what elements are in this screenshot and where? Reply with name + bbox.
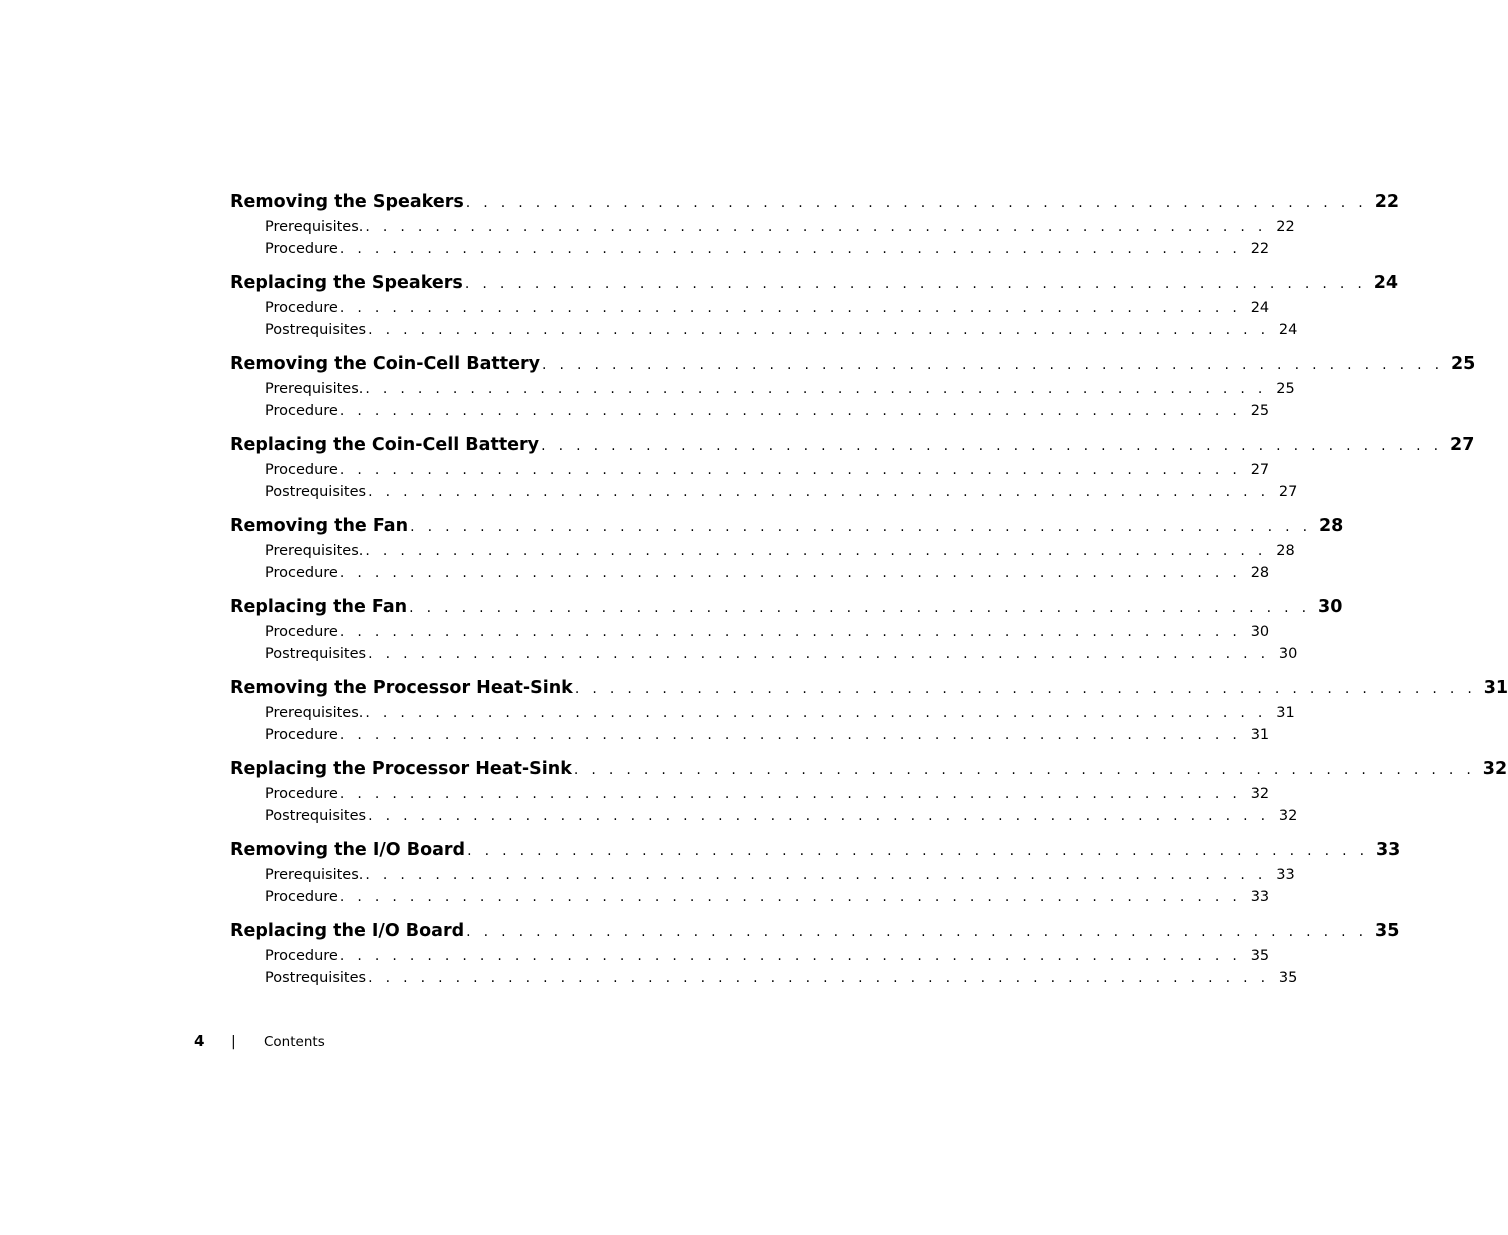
dot-leader: . . . . . . . . . . . . . . . . . . . . . . . . . . . . . . . . . . . . . . . . . . . . . . . . . . . . xyxy=(339,624,1242,640)
toc-chapter-entry-page-number: 30 xyxy=(1318,597,1343,617)
dot-leader: . . . . . . . . . . . . . . . . . . . . . . . . . . . . . . . . . . . . . . . . . . . . . . . . . . . . xyxy=(410,519,1312,535)
toc-subentry[interactable] xyxy=(230,724,1270,746)
toc-subentry-title: Procedure xyxy=(265,300,338,316)
toc-chapter-entry-page-number: 31 xyxy=(1483,678,1508,698)
toc-subentry-title: Postrequisites xyxy=(265,970,367,986)
toc-subentry-title: Postrequisites xyxy=(265,646,367,662)
toc-subentry-page-number: 30 xyxy=(1250,624,1270,640)
dot-leader: . . . . . . . . . . . . . . . . . . . . . . . . . . . . . . . . . . . . . . . . . . . . . . . . . . . . xyxy=(339,786,1242,802)
toc-subentry[interactable] xyxy=(230,459,1270,481)
dot-leader: . . . . . . . . . . . . . . . . . . . . . . . . . . . . . . . . . . . . . . . . . . . . . . . . . . . . xyxy=(368,808,1270,824)
toc-subentry-page-number: 33 xyxy=(1250,889,1270,905)
toc-subentry-title: Procedure xyxy=(265,624,338,640)
dot-leader: . . . . . . . . . . . . . . . . . . . . . . . . . . . . . . . . . . . . . . . . . . . . . . . . . . . . xyxy=(368,970,1270,986)
toc-subentry[interactable] xyxy=(230,400,1270,422)
toc-chapter-entry[interactable] xyxy=(230,351,1476,378)
toc-subentry-title: Procedure xyxy=(265,889,338,905)
dot-leader: . . . . . . . . . . . . . . . . . . . . . . . . . . . . . . . . . . . . . . . . . . . . . . . . . . . . xyxy=(409,600,1311,616)
toc-chapter-entry-title: Replacing the Fan xyxy=(230,597,408,617)
dot-leader: . . . . . . . . . . . . . . . . . . . . . . . . . . . . . . . . . . . . . . . . . . . . . . . . . . . . xyxy=(368,322,1270,338)
footer-separator: | xyxy=(231,1034,236,1050)
toc-subentry[interactable] xyxy=(230,238,1270,260)
toc-chapter-entry-title: Removing the Speakers xyxy=(230,192,464,212)
dot-leader: . . . . . . . . . . . . . . . . . . . . . . . . . . . . . . . . . . . . . . . . . . . . . . . . . . . . xyxy=(465,195,1368,211)
toc-chapter-entry-title: Removing the Fan xyxy=(230,516,409,536)
dot-leader: . . . . . . . . . . . . . . . . . . . . . . . . . . . . . . . . . . . . . . . . . . . . . . . . . . . . xyxy=(574,681,1477,697)
toc-subentry-title: Prerequisites. xyxy=(265,867,364,883)
dot-leader: . . . . . . . . . . . . . . . . . . . . . . . . . . . . . . . . . . . . . . . . . . . . . . . . . . . . xyxy=(339,241,1242,257)
toc-chapter-entry[interactable] xyxy=(230,756,1508,783)
toc-section xyxy=(230,675,1508,746)
toc-subentry[interactable] xyxy=(230,702,1295,724)
toc-chapter-entry[interactable] xyxy=(230,918,1400,945)
toc-subentry-title: Prerequisites. xyxy=(265,543,364,559)
toc-section xyxy=(230,351,1476,422)
toc-subentry-page-number: 35 xyxy=(1278,970,1298,986)
toc-chapter-entry-page-number: 24 xyxy=(1373,273,1399,293)
toc-section xyxy=(230,189,1400,260)
toc-subentry-title: Prerequisites. xyxy=(265,219,364,235)
dot-leader: . . . . . . . . . . . . . . . . . . . . . . . . . . . . . . . . . . . . . . . . . . . . . . . . . . . . xyxy=(541,438,1443,454)
toc-subentry-title: Postrequisites xyxy=(265,808,367,824)
toc-chapter-entry-page-number: 35 xyxy=(1375,921,1400,941)
dot-leader: . . . . . . . . . . . . . . . . . . . . . . . . . . . . . . . . . . . . . . . . . . . . . . . . . . . . xyxy=(365,381,1267,397)
toc-chapter-entry-title: Removing the Processor Heat-Sink xyxy=(230,678,573,698)
toc-chapter-entry-title: Replacing the Speakers xyxy=(230,273,463,293)
toc-subentry[interactable] xyxy=(230,805,1298,827)
dot-leader: . . . . . . . . . . . . . . . . . . . . . . . . . . . . . . . . . . . . . . . . . . . . . . . . . . . . xyxy=(339,565,1242,581)
toc-subentry-page-number: 25 xyxy=(1276,381,1295,397)
dot-leader: . . . . . . . . . . . . . . . . . . . . . . . . . . . . . . . . . . . . . . . . . . . . . . . . . . . . xyxy=(339,300,1242,316)
toc-chapter-entry-title: Removing the Coin-Cell Battery xyxy=(230,354,541,374)
toc-subentry-page-number: 33 xyxy=(1276,867,1295,883)
toc-section xyxy=(230,594,1343,665)
toc-chapter-entry-title: Removing the I/O Board xyxy=(230,840,466,860)
toc-subentry[interactable] xyxy=(230,783,1270,805)
toc-chapter-entry[interactable] xyxy=(230,432,1475,459)
toc-subentry[interactable] xyxy=(230,945,1270,967)
toc-section xyxy=(230,432,1475,503)
toc-subentry[interactable] xyxy=(230,216,1295,238)
dot-leader: . . . . . . . . . . . . . . . . . . . . . . . . . . . . . . . . . . . . . . . . . . . . . . . . . . . . xyxy=(365,705,1267,721)
toc-subentry-title: Procedure xyxy=(265,565,338,581)
toc-chapter-entry-page-number: 25 xyxy=(1450,354,1476,374)
toc-subentry[interactable] xyxy=(230,481,1298,503)
toc-subentry[interactable] xyxy=(230,621,1270,643)
toc-chapter-entry-page-number: 32 xyxy=(1482,759,1508,779)
dot-leader: . . . . . . . . . . . . . . . . . . . . . . . . . . . . . . . . . . . . . . . . . . . . . . . . . . . . xyxy=(368,646,1270,662)
footer-page-number: 4 xyxy=(194,1032,205,1050)
toc-chapter-entry-page-number: 27 xyxy=(1450,435,1475,455)
toc-subentry[interactable] xyxy=(230,540,1295,562)
toc-chapter-entry-page-number: 22 xyxy=(1374,192,1400,212)
toc-subentry[interactable] xyxy=(230,319,1298,341)
toc-chapter-entry[interactable] xyxy=(230,594,1343,621)
toc-subentry-title: Procedure xyxy=(265,462,338,478)
toc-subentry-title: Procedure xyxy=(265,786,338,802)
toc-chapter-entry-title: Replacing the Coin-Cell Battery xyxy=(230,435,540,455)
toc-chapter-entry-title: Replacing the I/O Board xyxy=(230,921,465,941)
toc-subentry[interactable] xyxy=(230,864,1295,886)
toc-subentry-page-number: 28 xyxy=(1250,565,1270,581)
toc-subentry-page-number: 35 xyxy=(1250,948,1270,964)
toc-subentry-title: Procedure xyxy=(265,727,338,743)
toc-subentry-page-number: 32 xyxy=(1278,808,1298,824)
dot-leader: . . . . . . . . . . . . . . . . . . . . . . . . . . . . . . . . . . . . . . . . . . . . . . . . . . . . xyxy=(368,484,1270,500)
toc-subentry-title: Procedure xyxy=(265,948,338,964)
toc-subentry-page-number: 30 xyxy=(1278,646,1298,662)
toc-chapter-entry-page-number: 33 xyxy=(1376,840,1401,860)
dot-leader: . . . . . . . . . . . . . . . . . . . . . . . . . . . . . . . . . . . . . . . . . . . . . . . . . . . . xyxy=(339,727,1242,743)
dot-leader: . . . . . . . . . . . . . . . . . . . . . . . . . . . . . . . . . . . . . . . . . . . . . . . . . . . . xyxy=(573,762,1476,778)
dot-leader: . . . . . . . . . . . . . . . . . . . . . . . . . . . . . . . . . . . . . . . . . . . . . . . . . . . . xyxy=(464,276,1367,292)
dot-leader: . . . . . . . . . . . . . . . . . . . . . . . . . . . . . . . . . . . . . . . . . . . . . . . . . . . . xyxy=(467,843,1369,859)
toc-subentry-title: Prerequisites. xyxy=(265,381,364,397)
toc-chapter-entry[interactable] xyxy=(230,189,1400,216)
toc-subentry-page-number: 27 xyxy=(1250,462,1270,478)
dot-leader: . . . . . . . . . . . . . . . . . . . . . . . . . . . . . . . . . . . . . . . . . . . . . . . . . . . . xyxy=(339,462,1242,478)
dot-leader: . . . . . . . . . . . . . . . . . . . . . . . . . . . . . . . . . . . . . . . . . . . . . . . . . . . . xyxy=(365,219,1267,235)
toc-subentry[interactable] xyxy=(230,378,1295,400)
toc-section xyxy=(230,837,1401,908)
toc-chapter-entry[interactable] xyxy=(230,270,1399,297)
dot-leader: . . . . . . . . . . . . . . . . . . . . . . . . . . . . . . . . . . . . . . . . . . . . . . . . . . . . xyxy=(339,889,1242,905)
dot-leader: . . . . . . . . . . . . . . . . . . . . . . . . . . . . . . . . . . . . . . . . . . . . . . . . . . . . xyxy=(542,357,1444,373)
toc-subentry[interactable] xyxy=(230,562,1270,584)
toc-subentry-title: Postrequisites xyxy=(265,322,367,338)
toc-subentry-title: Prerequisites. xyxy=(265,705,364,721)
toc-section xyxy=(230,270,1399,341)
page-footer xyxy=(194,1030,325,1052)
toc-subentry-page-number: 24 xyxy=(1250,300,1270,316)
toc-subentry-page-number: 22 xyxy=(1276,219,1295,235)
toc-subentry-page-number: 24 xyxy=(1278,322,1298,338)
toc-subentry-page-number: 27 xyxy=(1278,484,1298,500)
toc-subentry-page-number: 25 xyxy=(1250,403,1270,419)
toc-subentry-title: Procedure xyxy=(265,403,338,419)
dot-leader: . . . . . . . . . . . . . . . . . . . . . . . . . . . . . . . . . . . . . . . . . . . . . . . . . . . . xyxy=(339,948,1242,964)
toc-subentry[interactable] xyxy=(230,643,1298,665)
toc-subentry-page-number: 31 xyxy=(1250,727,1270,743)
toc-chapter-entry-page-number: 28 xyxy=(1319,516,1344,536)
toc-section xyxy=(230,513,1344,584)
toc-section xyxy=(230,756,1508,827)
dot-leader: . . . . . . . . . . . . . . . . . . . . . . . . . . . . . . . . . . . . . . . . . . . . . . . . . . . . xyxy=(339,403,1242,419)
toc-chapter-entry-title: Replacing the Processor Heat-Sink xyxy=(230,759,572,779)
toc-subentry-page-number: 31 xyxy=(1276,705,1295,721)
table-of-contents xyxy=(230,189,1508,989)
dot-leader: . . . . . . . . . . . . . . . . . . . . . . . . . . . . . . . . . . . . . . . . . . . . . . . . . . . . xyxy=(466,924,1368,940)
toc-section xyxy=(230,918,1400,989)
toc-subentry[interactable] xyxy=(230,297,1270,319)
toc-chapter-entry[interactable] xyxy=(230,675,1508,702)
toc-chapter-entry[interactable] xyxy=(230,837,1401,864)
toc-subentry[interactable] xyxy=(230,967,1298,989)
toc-subentry[interactable] xyxy=(230,886,1270,908)
toc-subentry-page-number: 32 xyxy=(1250,786,1270,802)
dot-leader: . . . . . . . . . . . . . . . . . . . . . . . . . . . . . . . . . . . . . . . . . . . . . . . . . . . . xyxy=(365,543,1267,559)
toc-subentry-page-number: 28 xyxy=(1276,543,1295,559)
toc-subentry-title: Postrequisites xyxy=(265,484,367,500)
toc-subentry-page-number: 22 xyxy=(1250,241,1270,257)
toc-chapter-entry[interactable] xyxy=(230,513,1344,540)
dot-leader: . . . . . . . . . . . . . . . . . . . . . . . . . . . . . . . . . . . . . . . . . . . . . . . . . . . . xyxy=(365,867,1267,883)
toc-subentry-title: Procedure xyxy=(265,241,338,257)
footer-section-name: Contents xyxy=(264,1034,325,1050)
